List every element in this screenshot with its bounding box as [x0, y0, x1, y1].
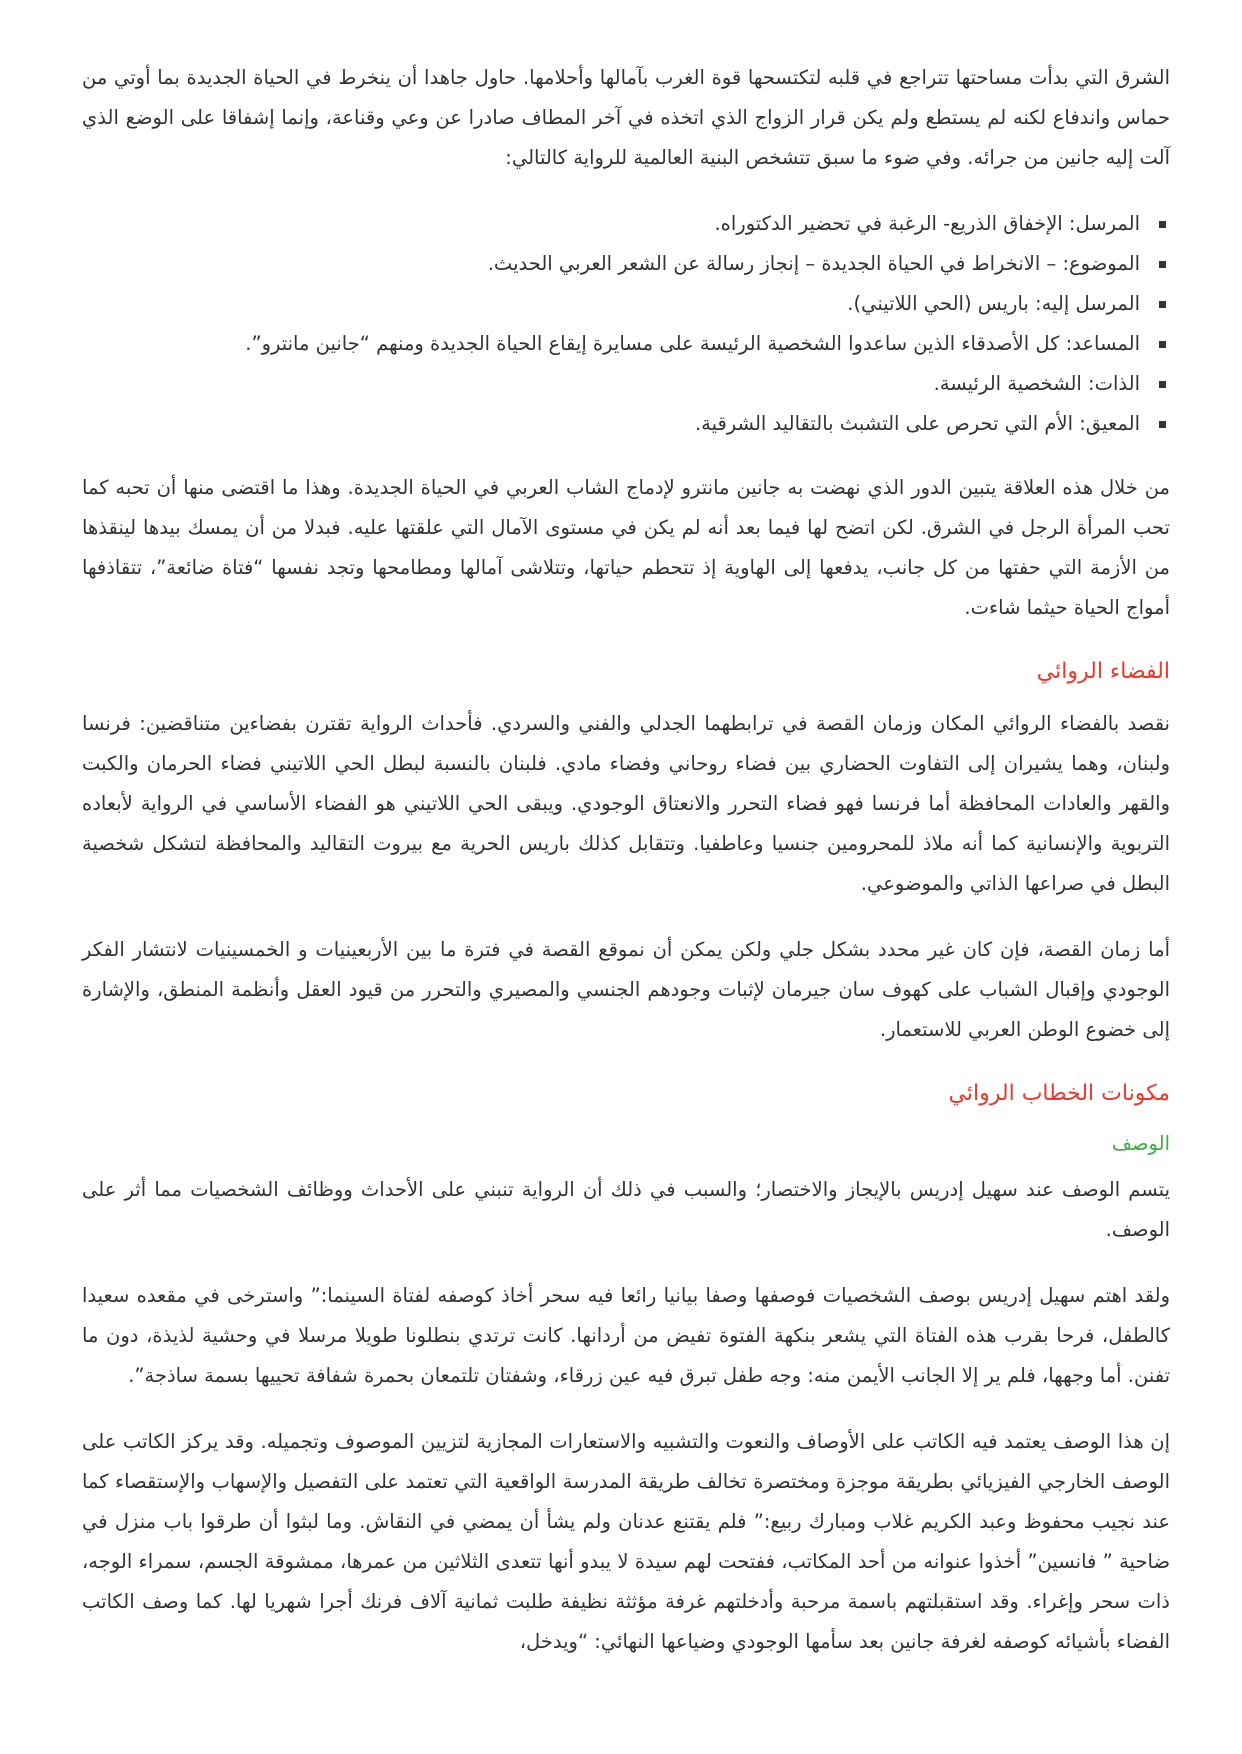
- subsection-heading-description: الوصف: [1111, 1132, 1170, 1155]
- list-item: [82, 244, 1170, 284]
- bullet-icon: [1159, 261, 1166, 268]
- list-item-text: المعيق: الأم التي تحرص على التشبث بالتقاليد الشرقية.: [694, 412, 1140, 435]
- actant-list: [82, 204, 1170, 444]
- description-paragraph-2: ولقد اهتم سهيل إدريس بوصف الشخصيات فوصفها وصفا بيانيا رائعا فيه سحر أخاذ كوصفه لفتاة السينما:” واسترخى في مقعده سعيدا كالطفل، فرحا بقرب هذه الفتاة التي يشعر بنكهة الفتوة تفيض من أردانها. كانت ترتدي بنطلونا طويلا مرسلا في وحشية لذيذة، دون ما تفنن. أما وجهها، فلم ير إلا الجانب الأيمن منه: وجه طفل تبرق فيه عين زرقاء، وشفتان تلتمعان بحمرة شفافة تحييها بسمة ساذجة”.: [82, 1284, 1170, 1387]
- space-paragraph-2: أما زمان القصة، فإن كان غير محدد بشكل جلي ولكن يمكن أن نموقع القصة في فترة ما بين الأربعينيات و الخمسينيات لانتشار الفكر الوجودي وإقبال الشباب على كهوف سان جيرمان لإثبات وجودهم الجنسي والمصيري والتحرر من قيود العقل وأنظمة المنطق، والإشارة إلى خضوع الوطن العربي للاستعمار.: [82, 938, 1170, 1041]
- list-item-text: الذات: الشخصية الرئيسة.: [933, 372, 1140, 395]
- list-item: [82, 364, 1170, 404]
- list-item-text: المساعد: كل الأصدقاء الذين ساعدوا الشخصية الرئيسة على مسايرة إيقاع الحياة الجديدة ومنهم “جانين مانترو”.: [245, 332, 1140, 355]
- bullet-icon: [1159, 341, 1166, 348]
- relation-paragraph: من خلال هذه العلاقة يتبين الدور الذي نهضت به جانين مانترو لإدماج الشاب العربي في الحياة الجديدة. وهذا ما اقتضى منها أن تحبه كما تحب المرأة الرجل في الشرق. لكن اتضح لها فيما بعد أنه لم يكن في مستوى الآمال التي علقتها عليه. فبدلا من أن يمسك بيدها لينقذها من الأزمة التي حفتها من كل جانب، يدفعها إلى الهاوية إذ تتحطم حياتها، وتتلاشى آمالها ومطامحها وتجد نفسها “فتاة ضائعة”، تتقاذفها أمواج الحياة حيثما شاءت.: [82, 476, 1170, 619]
- list-item-text: المرسل: الإخفاق الذريع- الرغبة في تحضير الدكتوراه.: [714, 212, 1140, 235]
- description-paragraph-3: إن هذا الوصف يعتمد فيه الكاتب على الأوصاف والنعوت والتشبيه والاستعارات المجازية لتزيين الموصوف وتجميله. وقد يركز الكاتب على الوصف الخارجي الفيزيائي بطريقة موجزة ومختصرة تخالف طريقة المدرسة الواقعية التي تعتمد على التفصيل والإسهاب والإستقصاء كما عند نجيب محفوظ وعبد الكريم غلاب ومبارك ربيع:” فلم يقتنع عدنان ولم يشأ أن يمضي في النقاش. وما لبثوا أن طرقوا باب منزل في ضاحية ” فانسين” أخذوا عنوانه من أحد المكاتب، ففتحت لهم سيدة لا يبدو أنها تتعدى الثلاثين من عمرها، ممشوقة الجسم، سمراء الوجه، ذات سحر وإغراء. وقد استقبلتهم باسمة مرحبة وأدخلتهم غرفة مؤثثة نظيفة طلبت ثمانية آلاف فرنك أجرا شهريا لها. كما وصف الكاتب الفضاء بأشيائه كوصفه لغرفة جانين بعد سأمها الوجودي وضياعها النهائي: “ويدخل،: [82, 1430, 1170, 1653]
- bullet-icon: [1159, 301, 1166, 308]
- article-page: [82, 58, 1170, 1688]
- space-paragraph-1: نقصد بالفضاء الروائي المكان وزمان القصة في ترابطهما الجدلي والفني والسردي. فأحداث الرواية تقترن بفضاءين متناقضين: فرنسا ولبنان، وهما يشيران إلى التفاوت الحضاري بين فضاء روحاني وفضاء مادي. فلبنان بالنسبة لبطل الحي اللاتيني فضاء الحرمان والكبت والقهر والعادات المحافظة أما فرنسا فهو فضاء التحرر والانعتاق الوجودي. ويبقى الحي اللاتيني هو الفضاء الأساسي في الرواية لأبعاده التربوية والإنسانية كما أنه ملاذ للمحرومين جنسيا وعاطفيا. وتتقابل كذلك باريس الحرية مع بيروت التقاليد والمحافظة لتشكل شخصية البطل في صراعها الذاتي والموضوعي.: [82, 712, 1170, 895]
- section-heading-space: الفضاء الروائي: [1036, 659, 1170, 684]
- description-paragraph-1: يتسم الوصف عند سهيل إدريس بالإيجاز والاختصار؛ والسبب في ذلك أن الرواية تنبني على الأحداث ووظائف الشخصيات مما أثر على الوصف.: [82, 1178, 1170, 1241]
- list-item-text: المرسل إليه: باريس (الحي اللاتيني).: [847, 292, 1140, 315]
- bullet-icon: [1159, 381, 1166, 388]
- list-item: [82, 204, 1170, 244]
- bullet-icon: [1159, 421, 1166, 428]
- bullet-icon: [1159, 221, 1166, 228]
- list-item-text: الموضوع: – الانخراط في الحياة الجديدة – إنجاز رسالة عن الشعر العربي الحديث.: [487, 252, 1140, 275]
- intro-paragraph: الشرق التي بدأت مساحتها تتراجع في قلبه لتكتسحها قوة الغرب بآمالها وأحلامها. حاول جاهدا أن ينخرط في الحياة الجديدة بما أوتي من حماس واندفاع لكنه لم يستطع ولم يكن قرار الزواج الذي اتخذه في آخر المطاف صادرا عن وعي وقناعة، وإنما إشفاقا على الوضع الذي آلت إليه جانين من جرائه. وفي ضوء ما سبق تتشخص البنية العالمية للرواية كالتالي:: [82, 66, 1170, 169]
- section-heading-discourse: مكونات الخطاب الروائي: [948, 1081, 1170, 1106]
- list-item: [82, 284, 1170, 324]
- list-item: [82, 324, 1170, 364]
- list-item: [82, 404, 1170, 444]
